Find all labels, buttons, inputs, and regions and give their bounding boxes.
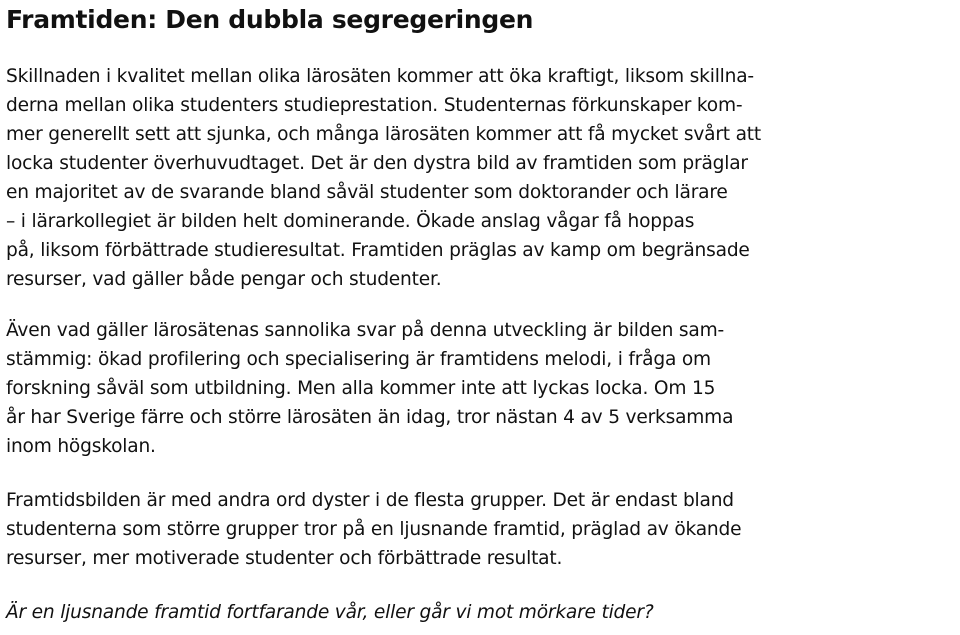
paragraph-3 — [6, 486, 741, 573]
text-line: på, liksom förbättrade studieresultat. Framtiden präglas av kamp om begränsade — [6, 240, 750, 261]
text-line: mer generellt sett att sjunka, och många lärosäten kommer att få mycket svårt att — [6, 124, 761, 145]
text-line: studenterna som större grupper tror på en ljusnande framtid, präglad av ökande — [6, 519, 742, 540]
text-line: Skillnaden i kvalitet mellan olika lärosäten kommer att öka kraftigt, liksom skillna- — [6, 66, 754, 87]
text-line: år har Sverige färre och större lärosäten än idag, tror nästan 4 av 5 verksamma — [6, 407, 734, 428]
text-line: Är en ljusnande framtid fortfarande vår, eller går vi mot mörkare tider? — [6, 602, 654, 623]
text-line: Även vad gäller lärosätenas sannolika svar på denna utveckling är bilden sam- — [6, 320, 724, 341]
paragraph-2 — [6, 316, 733, 461]
text-line: resurser, mer motiverade studenter och förbättrade resultat. — [6, 548, 563, 569]
paragraph-1 — [6, 62, 761, 294]
document-page — [6, 0, 956, 623]
text-line: resurser, vad gäller både pengar och studenter. — [6, 269, 442, 290]
text-line: forskning såväl som utbildning. Men alla kommer inte att lyckas locka. Om 15 — [6, 378, 716, 399]
text-line: – i lärarkollegiet är bilden helt dominerande. Ökade anslag vågar få hoppas — [6, 211, 695, 232]
text-line: stämmig: ökad profilering och specialisering är framtidens melodi, i fråga om — [6, 349, 711, 370]
page-title: Framtiden: Den dubbla segregeringen — [6, 5, 534, 34]
text-line: Framtidsbilden är med andra ord dyster i de flesta grupper. Det är endast bland — [6, 490, 734, 511]
text-line: locka studenter överhuvudtaget. Det är den dystra bild av framtiden som präglar — [6, 153, 748, 174]
text-line: en majoritet av de svarande bland såväl studenter som doktorander och lärare — [6, 182, 728, 203]
closing-question — [6, 598, 654, 627]
text-line: inom högskolan. — [6, 436, 156, 457]
text-line: derna mellan olika studenters studieprestation. Studenternas förkunskaper kom- — [6, 95, 743, 116]
